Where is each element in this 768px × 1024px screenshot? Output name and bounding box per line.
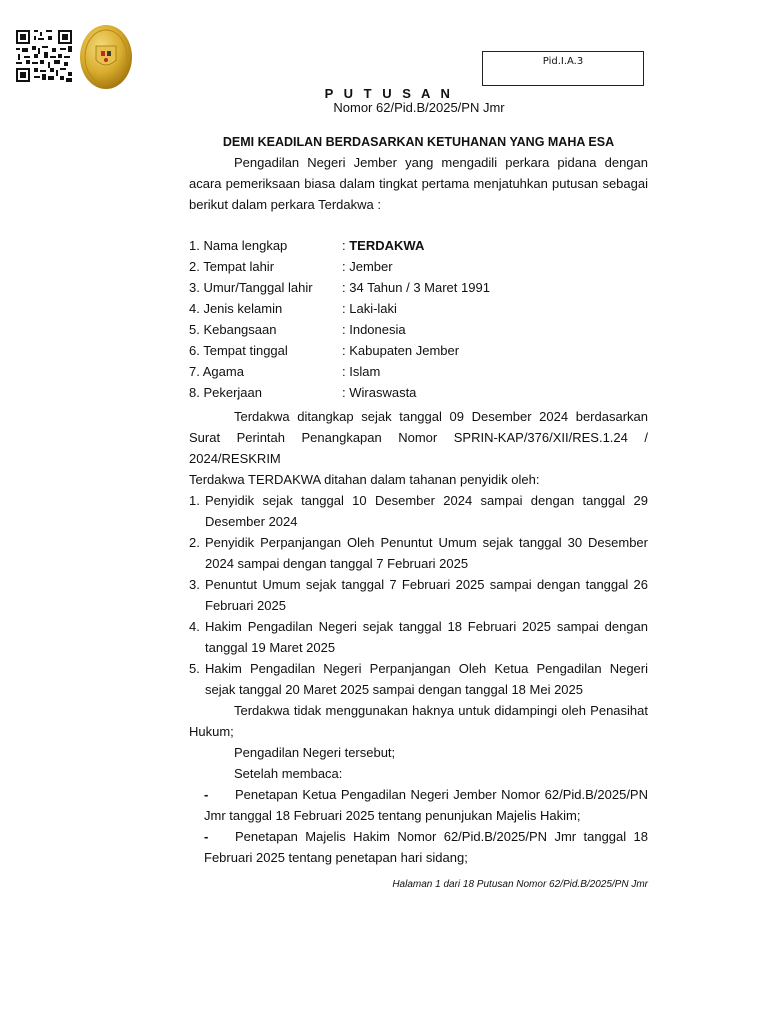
intro-paragraph: Pengadilan Negeri Jember yang mengadili perkara pidana dengan acara pemeriksaan biasa dalam tingkat pertama menjatuhkan putusan sebagai berikut dalam perkara Terdakwa :	[189, 155, 648, 212]
arrest-line: 2024/RESKRIM	[189, 451, 281, 466]
identity-value: : Kabupaten Jember	[342, 343, 460, 358]
document-title: P U T U S A N	[324, 86, 454, 101]
case-number: Nomor 62/Pid.B/2025/PN Jmr	[333, 100, 505, 115]
reading-line: Setelah membaca:	[234, 766, 343, 781]
pid-code: Pid.I.A.3	[542, 56, 584, 67]
mahkamah-agung-seal-icon	[79, 24, 133, 90]
identity-label: 2. Tempat lahir	[189, 259, 275, 274]
identity-value: : Jember	[342, 259, 393, 274]
identity-label: 4. Jenis kelamin	[189, 301, 283, 316]
identity-row-residence	[189, 343, 648, 364]
identity-value: : Laki-laki	[342, 301, 397, 316]
identity-value: : 34 Tahun / 3 Maret 1991	[342, 280, 490, 295]
list-item: 3. Penuntut Umum sejak tanggal 7 Februari 2025 sampai dengan tanggal 26 Februari 2025	[189, 577, 648, 613]
list-item: - Penetapan Majelis Hakim Nomor 62/Pid.B/2025/PN Jmr tanggal 18 Februari 2025 tentang penetapan hari sidang;	[204, 829, 648, 865]
identity-row-age	[189, 280, 648, 301]
identity-label: 1. Nama lengkap	[189, 238, 288, 253]
detention-intro: Terdakwa TERDAKWA ditahan dalam tahanan penyidik oleh:	[189, 472, 540, 487]
list-item: 4. Hakim Pengadilan Negeri sejak tanggal 18 Februari 2025 sampai dengan tanggal 19 Maret 2025	[189, 619, 648, 655]
identity-label: 6. Tempat tinggal	[189, 343, 288, 358]
identity-label: 5. Kebangsaan	[189, 322, 277, 337]
identity-value: : Islam	[342, 364, 381, 379]
identity-value: : TERDAKWA	[342, 238, 425, 253]
qr-code-icon	[16, 30, 72, 82]
identity-row-occupation	[189, 385, 648, 406]
list-item: - Penetapan Ketua Pengadilan Negeri Jember Nomor 62/Pid.B/2025/PN Jmr tanggal 18 Februari 2025 tentang penunjukan Majelis Hakim;	[204, 787, 648, 823]
page-footer: Halaman 1 dari 18 Putusan Nomor 62/Pid.B/2025/PN Jmr	[392, 879, 648, 890]
arrest-paragraph	[189, 406, 648, 469]
list-item: 5. Hakim Pengadilan Negeri Perpanjangan Oleh Ketua Pengadilan Negeri sejak tanggal 20 Maret 2025 sampai dengan tanggal 18 Mei 2025	[189, 661, 648, 697]
identity-value: : Indonesia	[342, 322, 406, 337]
list-item: 2. Penyidik Perpanjangan Oleh Penuntut Umum sejak tanggal 30 Desember 2024 sampai dengan tanggal 7 Februari 2025	[189, 535, 648, 571]
identity-label: 7. Agama	[189, 364, 244, 379]
identity-row-name	[189, 238, 648, 259]
identity-value: : Wiraswasta	[342, 385, 417, 400]
identity-label: 8. Pekerjaan	[189, 385, 262, 400]
arrest-line: Surat Perintah Penangkapan Nomor SPRIN-KAP/376/XII/RES.1.24 /	[189, 430, 648, 445]
identity-row-gender	[189, 301, 648, 322]
classification-box	[482, 51, 644, 86]
arrest-line: Terdakwa ditangkap sejak tanggal 09 Desember 2024 berdasarkan	[234, 409, 648, 424]
identity-label: 3. Umur/Tanggal lahir	[189, 280, 313, 295]
identity-row-religion	[189, 364, 648, 385]
list-item: 1. Penyidik sejak tanggal 10 Desember 2024 sampai dengan tanggal 29 Desember 2024	[189, 493, 648, 529]
identity-row-birthplace	[189, 259, 648, 280]
preamble-heading: DEMI KEADILAN BERDASARKAN KETUHANAN YANG MAHA ESA	[222, 135, 615, 149]
identity-row-nationality	[189, 322, 648, 343]
court-line: Pengadilan Negeri tersebut;	[234, 745, 396, 760]
no-counsel-paragraph: Terdakwa tidak menggunakan haknya untuk didampingi oleh Penasihat Hukum;	[189, 703, 648, 739]
